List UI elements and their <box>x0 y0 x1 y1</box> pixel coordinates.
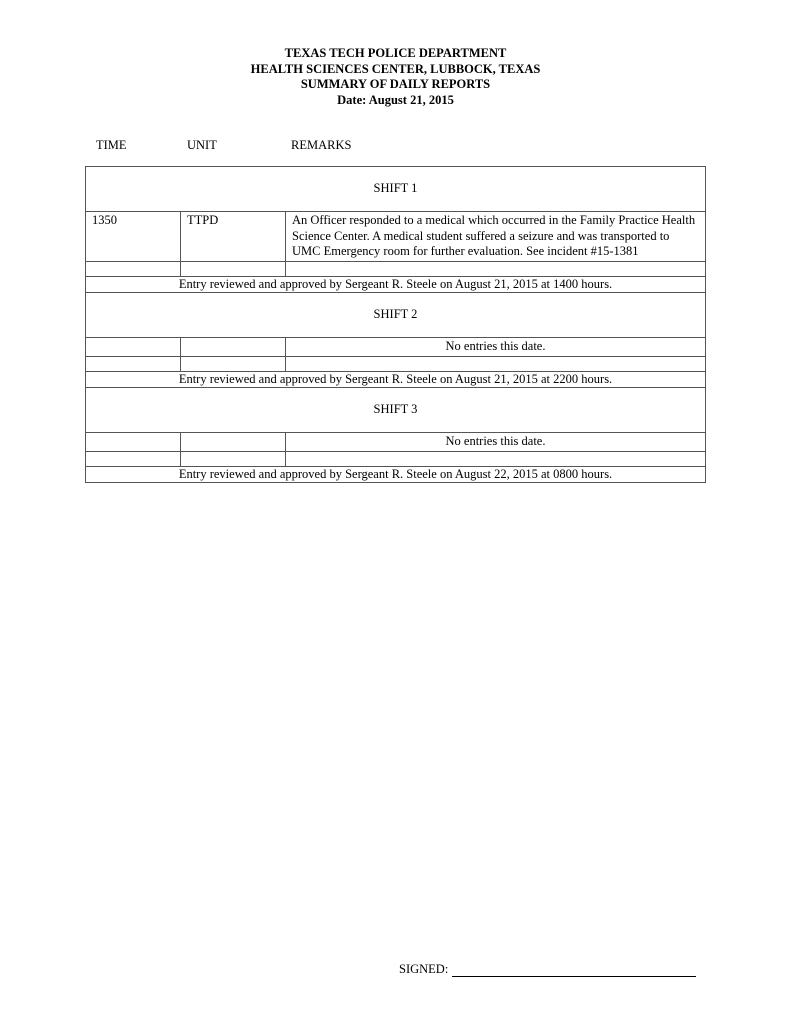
blank-cell <box>181 261 286 276</box>
signature-line <box>452 963 696 977</box>
blank-row <box>86 261 706 276</box>
blank-row <box>86 356 706 371</box>
center-location: HEALTH SCIENCES CENTER, LUBBOCK, TEXAS <box>250 61 541 76</box>
blank-cell <box>286 261 706 276</box>
table-row <box>86 338 706 357</box>
column-header-remarks: REMARKS <box>291 138 352 152</box>
signature-block <box>399 962 696 977</box>
shift-3-no-entries: No entries this date. <box>286 433 706 452</box>
shift-1-header-row <box>86 167 706 212</box>
entry-unit: TTPD <box>181 212 286 262</box>
blank-cell <box>181 433 286 452</box>
shift-3-header-row <box>86 388 706 433</box>
report-date: Date: August 21, 2015 <box>337 92 454 107</box>
entry-time: 1350 <box>86 212 181 262</box>
blank-cell <box>86 356 181 371</box>
shift-1-approval: Entry reviewed and approved by Sergeant R. Steele on August 21, 2015 at 1400 hours. <box>86 276 706 293</box>
blank-cell <box>286 356 706 371</box>
table-row <box>86 433 706 452</box>
signed-label: SIGNED: <box>399 962 449 976</box>
blank-cell <box>286 451 706 466</box>
blank-cell <box>86 451 181 466</box>
column-header-time: TIME <box>96 138 127 152</box>
blank-cell <box>181 338 286 357</box>
department-title: TEXAS TECH POLICE DEPARTMENT <box>284 46 507 60</box>
shift-2-no-entries: No entries this date. <box>286 338 706 357</box>
report-title: SUMMARY OF DAILY REPORTS <box>300 77 491 91</box>
shift-2-approval: Entry reviewed and approved by Sergeant R. Steele on August 21, 2015 at 2200 hours. <box>86 371 706 388</box>
shift-1-title: SHIFT 1 <box>86 167 706 212</box>
blank-cell <box>86 338 181 357</box>
report-header <box>0 46 791 108</box>
blank-cell <box>86 261 181 276</box>
shift-2-approval-row <box>86 371 706 388</box>
column-header-unit: UNIT <box>187 138 217 152</box>
daily-report-table <box>85 166 706 483</box>
blank-cell <box>86 433 181 452</box>
blank-cell <box>181 451 286 466</box>
shift-3-approval: Entry reviewed and approved by Sergeant R. Steele on August 22, 2015 at 0800 hours. <box>86 466 706 483</box>
shift-1-approval-row <box>86 276 706 293</box>
entry-remarks: An Officer responded to a medical which occurred in the Family Practice Health Science Center. A medical student suffered a seizure and was transported to UMC Emergency room for further evaluation. See incident #15-1381 <box>286 212 706 262</box>
blank-row <box>86 451 706 466</box>
shift-3-approval-row <box>86 466 706 483</box>
shift-2-title: SHIFT 2 <box>86 293 706 338</box>
shift-2-header-row <box>86 293 706 338</box>
shift-3-title: SHIFT 3 <box>86 388 706 433</box>
table-row <box>86 212 706 262</box>
blank-cell <box>181 356 286 371</box>
